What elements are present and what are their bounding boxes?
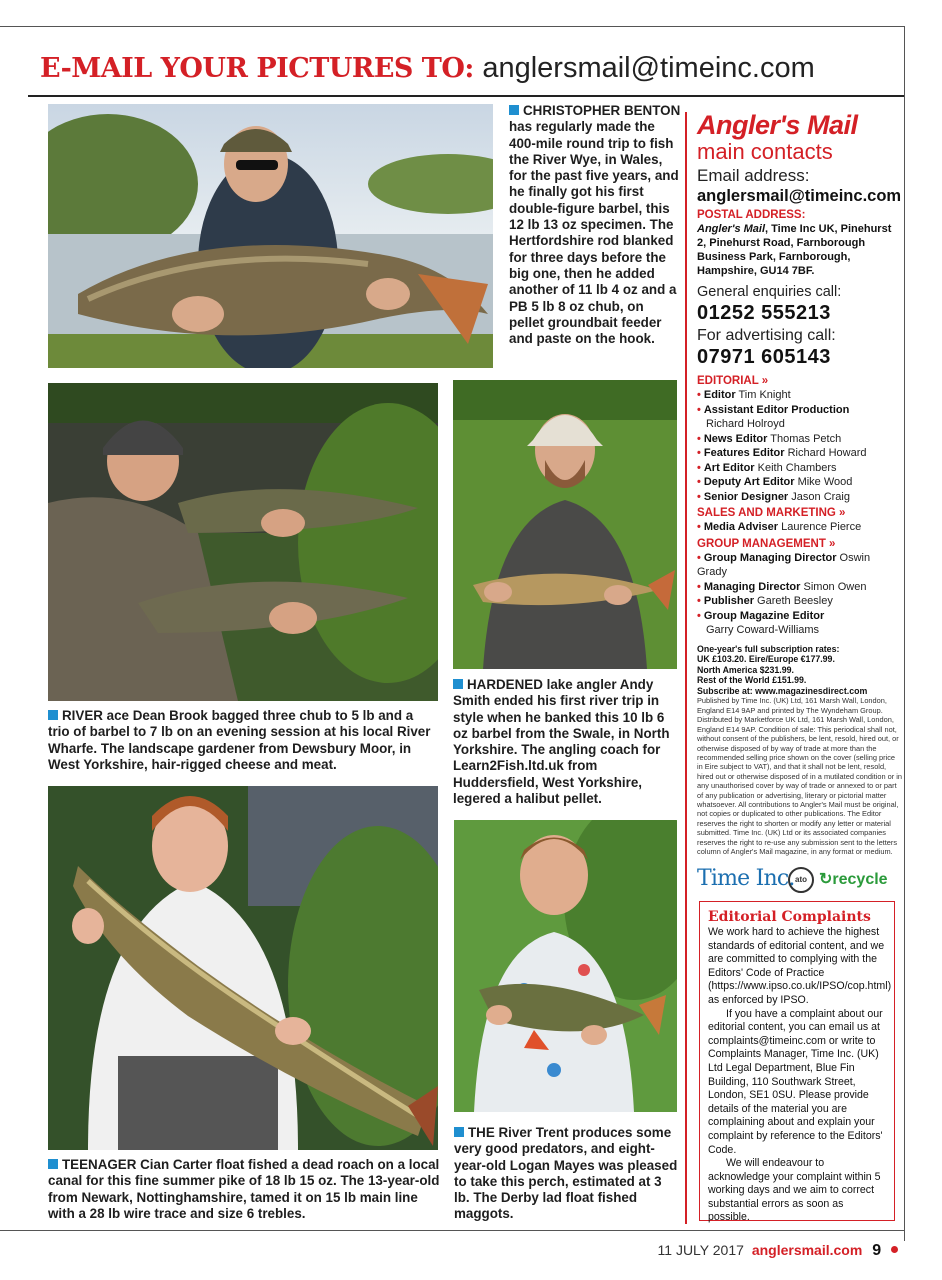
group-heading: GROUP MANAGEMENT »: [697, 537, 836, 550]
recycle-label: recycle: [832, 871, 888, 888]
staff-item: • Features Editor Richard Howard: [697, 447, 867, 459]
footer-bullet: [891, 1246, 898, 1253]
photo-logan-perch: [454, 820, 677, 1112]
caption-bullet: [454, 1127, 464, 1137]
recycle-icon: ↻recycle: [819, 871, 888, 888]
sales-list: [697, 520, 902, 535]
postal-address: [697, 222, 902, 278]
editorial-list: [697, 388, 902, 504]
page-header: [40, 52, 815, 92]
right-rule: [904, 26, 905, 1241]
complaints-title: Editorial Complaints: [708, 909, 871, 925]
subs-line: One-year's full subscription rates:: [697, 643, 840, 654]
subscribe-link[interactable]: Subscribe at: www.magazinesdirect.com: [697, 685, 868, 696]
advertising-label: For advertising call:: [697, 327, 836, 344]
group-list: [697, 551, 902, 638]
staff-item: • Group Magazine Editor Garry Coward-Williams: [697, 609, 825, 636]
caption-dean-text: RIVER ace Dean Brook bagged three chub to 5 lb and a trio of barbel to 7 lb on an evening session at his local River Wharfe. The landscape gardener from Dewsbury Moor, in West Yorkshire, hair-rigged cheese and meat.: [48, 708, 431, 772]
complaints-para-3: We will endeavour to acknowledge your complaint within 5 working days and we aim to correct substantial errors as soon as possible.: [708, 1157, 881, 1224]
editorial-heading: EDITORIAL »: [697, 375, 769, 387]
caption-bullet: [48, 1159, 58, 1169]
advertising-phone[interactable]: 07971 605143: [697, 346, 831, 368]
caption-andy: [453, 677, 677, 807]
subscription-rates: [697, 644, 902, 697]
footer-site-link[interactable]: anglersmail.com: [751, 1242, 863, 1258]
postal-name: Angler's Mail: [697, 223, 766, 235]
caption-bullet: [509, 105, 519, 115]
caption-cian: [48, 1157, 443, 1222]
issue-date: 11 JULY 2017: [657, 1242, 744, 1258]
caption-bullet: [453, 679, 463, 689]
contacts-column: [697, 110, 902, 856]
page-footer: [658, 1242, 898, 1260]
subs-line: North America $231.99.: [697, 664, 794, 675]
sales-heading: SALES AND MARKETING »: [697, 507, 846, 519]
complaints-para-1: We work hard to achieve the highest standards of editorial content, and we are committed to complying with the Editors' Code of Practice (https://www.ipso.co.uk/IPSO/cop.html) as enforced by IPSO.: [708, 926, 892, 1006]
timeinc-logo: Time Inc.: [697, 866, 795, 891]
ato-logo: ato: [788, 867, 814, 893]
staff-item: • Art Editor Keith Chambers: [697, 461, 837, 474]
staff-item: • News Editor Thomas Petch: [697, 432, 842, 445]
caption-bullet: [48, 710, 58, 720]
caption-cian-text: TEENAGER Cian Carter float fished a dead roach on a local canal for this fine summer pike of 18 lb 15 oz. The 13-year-old from Newark, Nottinghamshire, tamed it on 15 lb main line with a 28 lb wire trace and size 6 trebles.: [48, 1157, 440, 1221]
publisher-logos: [697, 866, 897, 894]
page-number: 9: [872, 1242, 882, 1259]
header-lead: E-MAIL YOUR PICTURES TO:: [40, 53, 474, 84]
staff-item: • Managing Director Simon Owen: [697, 580, 867, 593]
staff-item: • Assistant Editor Production Richard Holroyd: [697, 403, 850, 430]
caption-christopher: [509, 103, 681, 347]
staff-item: • Group Managing Director Oswin Grady: [697, 551, 871, 578]
contact-email-link[interactable]: anglersmail@timeinc.com: [697, 187, 902, 205]
column-divider: [685, 112, 687, 1224]
staff-item: • Senior Designer Jason Craig: [697, 490, 850, 503]
enquiries-label: General enquiries call:: [697, 284, 842, 300]
complaints-para-2: If you have a complaint about our editorial content, you can email us at complaints@timeinc.com or write to Complaints Manager, Time Inc. (UK) Ltd Legal Department, Blue Fin Building, 110 Southwark Street, London, SE1 0SU. Please provide details of the material you are complaining about and explain your complaint by reference to the Editors' Code.: [708, 1007, 883, 1156]
postal-heading: POSTAL ADDRESS:: [697, 209, 806, 221]
top-rule: [0, 26, 905, 27]
staff-item: • Deputy Art Editor Mike Wood: [697, 476, 853, 488]
staff-item: • Publisher Gareth Beesley: [697, 595, 833, 607]
email-label: Email address:: [697, 166, 810, 185]
publisher-fine-print: Published by Time Inc. (UK) Ltd, 161 Marsh Wall, London, England E14 9AP and printed by The Wyndeham Group. Distributed by Marketforce UK Ltd, 161 Marsh Wall, London, England E14 9AP. Condition of sale: This periodical shall not, without consent of the publishers, be lent, resold, hired out, or otherwise disposed of by way of trade at more than the recommended selling price shown on the cover (selling price in Eire subject to VAT), and that it shall not be lent, resold, hired out or otherwise disposed of in a mutilated condition or in any unauthorised cover by way of trade or annexed to or part of any publication or advertising, literary or pictorial matter whatsoever. All contributions to Angler's Mail must be original, not copies or duplicated to other publications. The Editor reserves the right to shorten or modify any letter or material submitted. Time Inc. (UK) Ltd or its associated companies reserves the right to re-use any submission sent to the letters column of Angler's Mail magazine, in any format or medium.: [697, 696, 903, 856]
caption-andy-text: HARDENED lake angler Andy Smith ended his first river trip in style when he banked this 10 lb 6 oz barbel from the Swale, in North Yorkshire. The angling coach for Learn2Fish.ltd.uk from Huddersfield, West Yorkshire, legered a halibut pellet.: [453, 677, 670, 807]
photo-cian-pike: [48, 786, 438, 1150]
caption-logan-text: THE River Trent produces some very good predators, and eight-year-old Logan Mayes was pleased to take this perch, estimated at 3 lb. The Derby lad float fished maggots.: [454, 1125, 678, 1222]
enquiries-phone[interactable]: 01252 555213: [697, 302, 831, 324]
editorial-complaints-box: [699, 901, 895, 1224]
staff-item: • Media Adviser Laurence Pierce: [697, 521, 862, 533]
photo-dean-chub: [48, 383, 438, 701]
header-email-link[interactable]: anglersmail@timeinc.com: [482, 52, 815, 84]
contacts-subtitle: main contacts: [697, 139, 833, 164]
staff-item: • Editor Tim Knight: [697, 389, 791, 401]
subs-line: Rest of the World £151.99.: [697, 675, 807, 686]
header-rule: [28, 95, 904, 97]
subs-line: UK £103.20. Eire/Europe €177.99.: [697, 654, 835, 665]
postal-rest: , Time Inc UK, Pinehurst 2, Pinehurst Road, Farnborough Business Park, Farnborough, Hampshire, GU14 7BF.: [697, 223, 892, 277]
photo-andy-barbel: [453, 380, 677, 669]
caption-dean: [48, 708, 438, 773]
contacts-brand: Angler's Mail: [697, 110, 858, 140]
caption-christopher-text: CHRISTOPHER BENTON has regularly made the 400-mile round trip to fish the River Wye, in Wales, for the past five years, and he finally got his first double-figure barbel, this 12 lb 13 oz specimen. The Hertfordshire rod blanked for three days before the big one, then he added another of 11 lb 4 oz and a PB 5 lb 8 oz chub, on pellet groundbait feeder and paste on the hook.: [509, 103, 681, 347]
photo-christopher-barbel: [48, 104, 493, 368]
caption-logan: [454, 1125, 679, 1223]
bottom-rule: [0, 1230, 905, 1231]
